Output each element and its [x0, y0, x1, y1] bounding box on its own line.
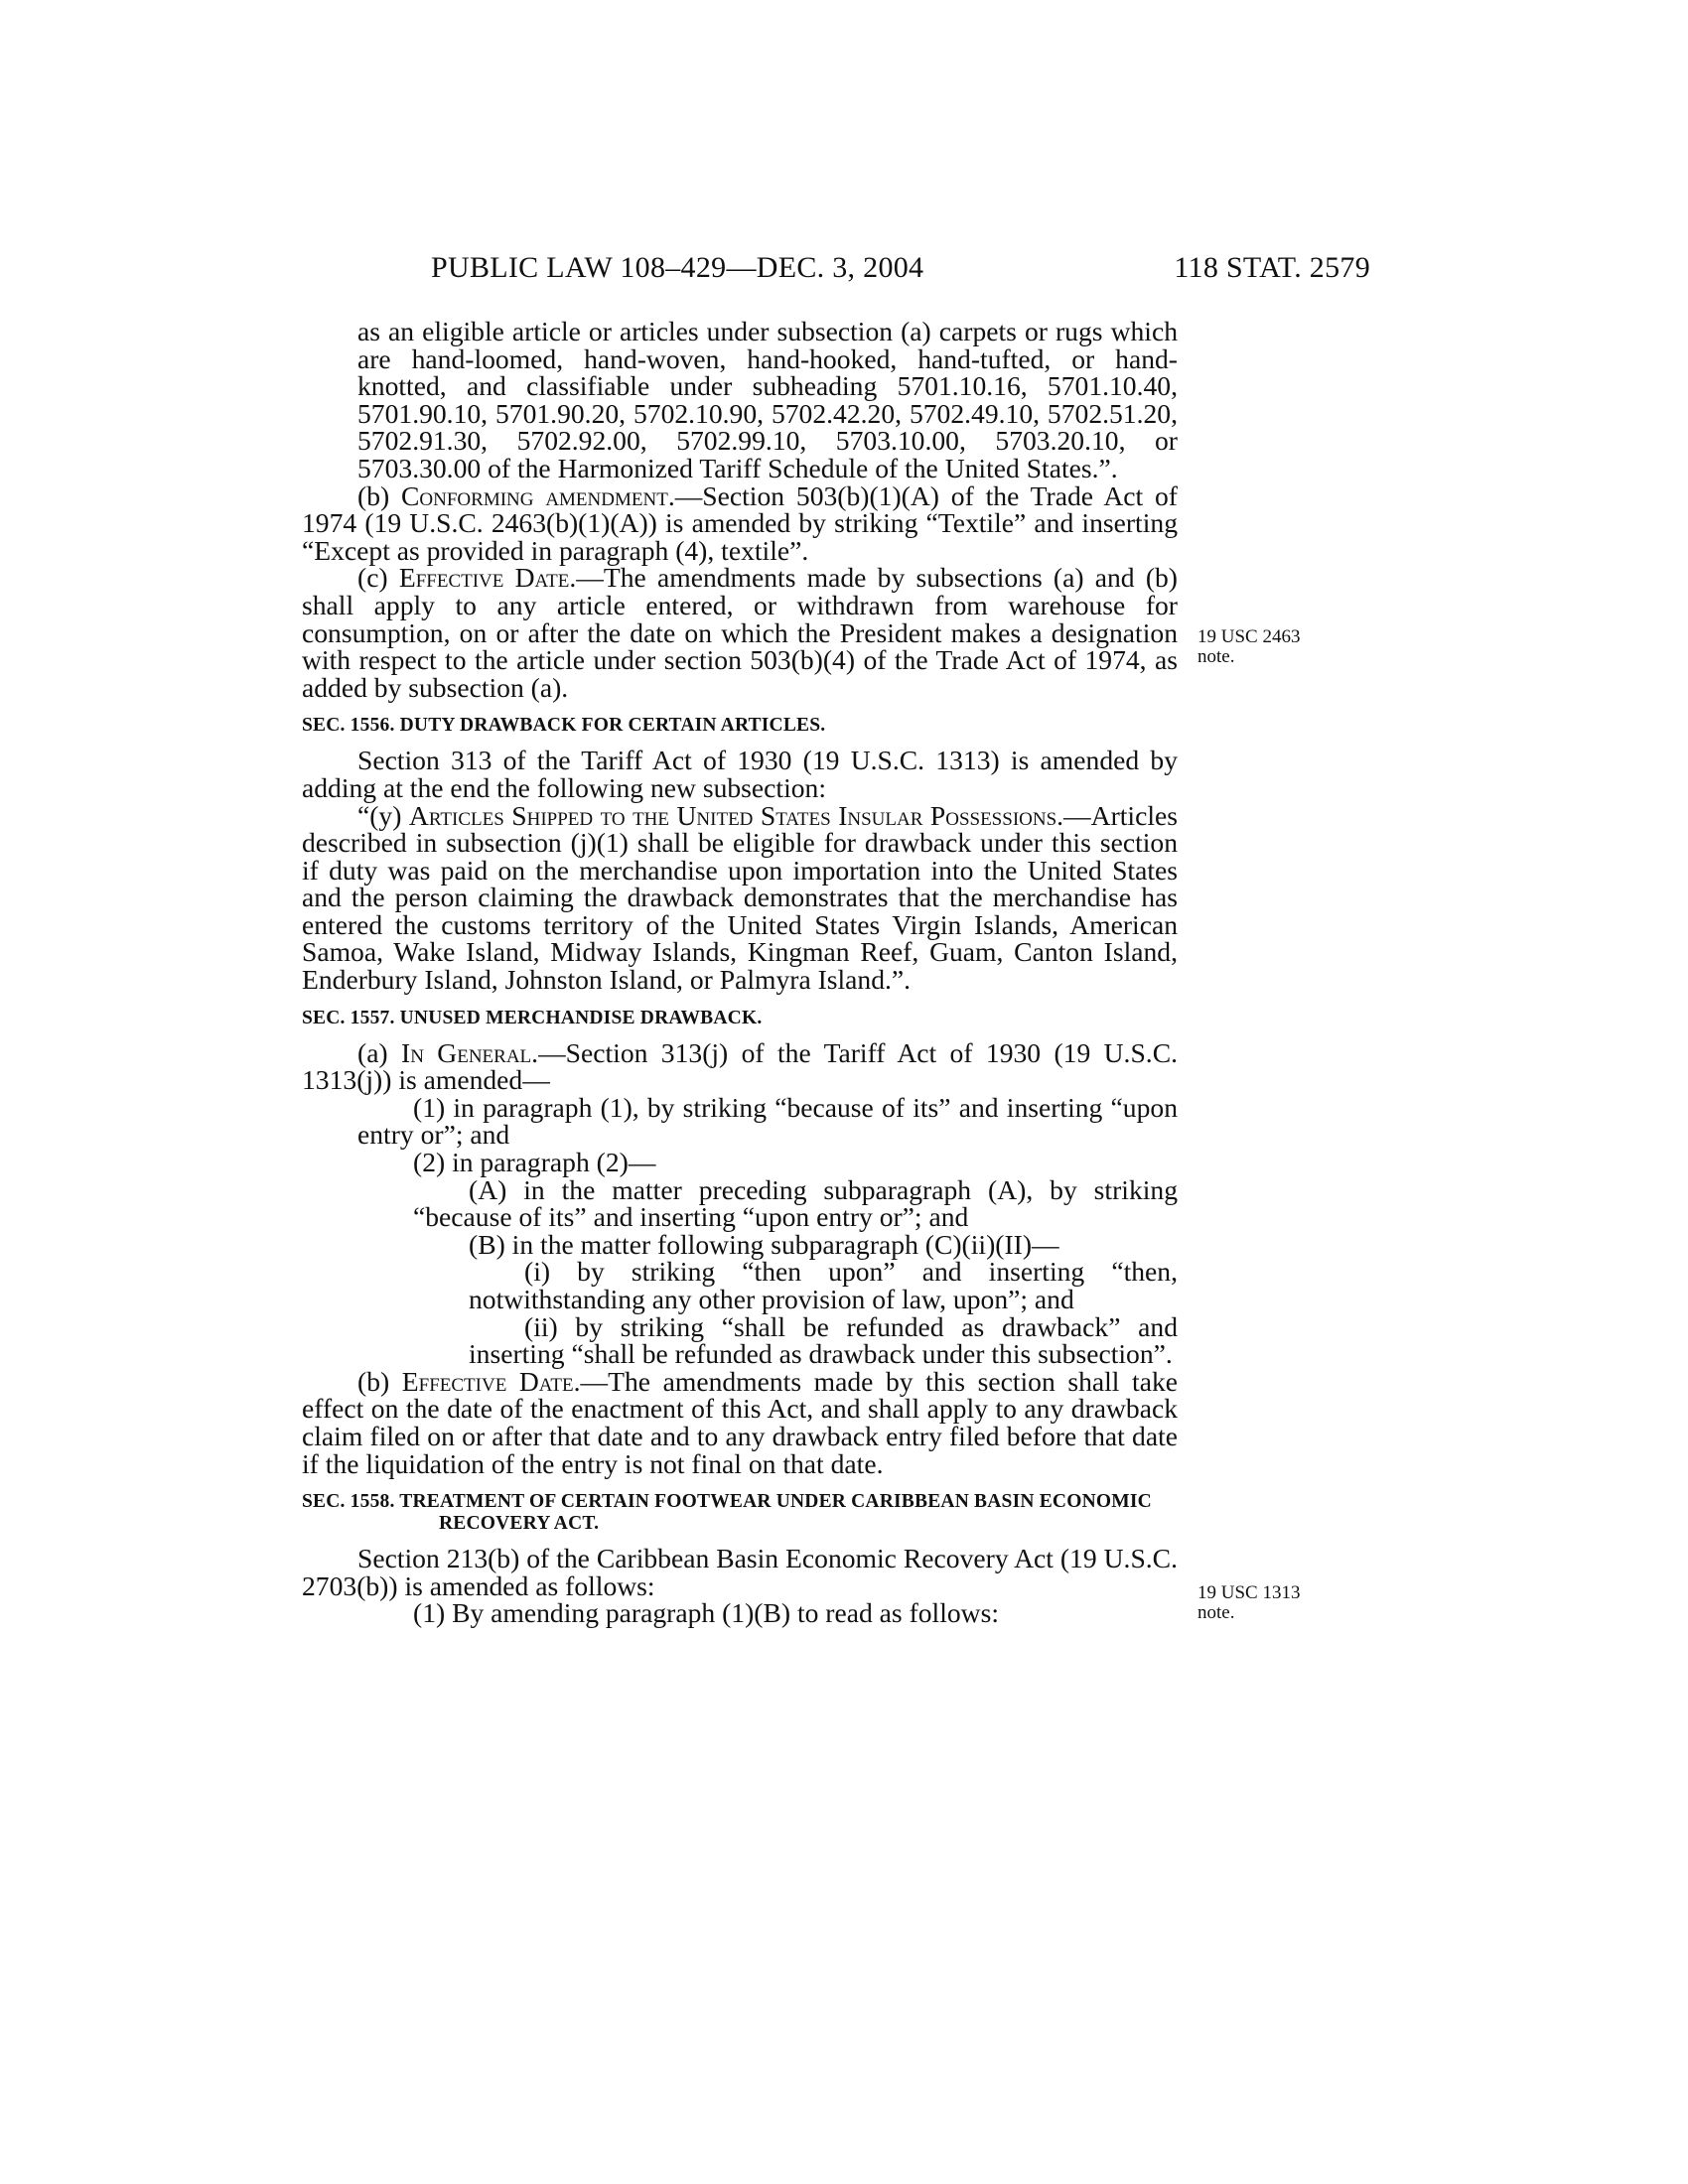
- list-item-2: (2) in paragraph (2)—: [413, 1147, 656, 1178]
- margin-note-label: note.: [1197, 1602, 1235, 1623]
- section-heading-1557: SEC. 1557. UNUSED MERCHANDISE DRAWBACK.: [302, 1007, 763, 1028]
- paragraph-text: .—Section 503(b)(1)(A) of the Trade Act of 1974 (19 U.S.C. 2463(b)(1)(A)) is amended by striking “Textile” and inserting “Except as provided in paragraph (4), textile”.: [302, 479, 1178, 566]
- paragraph-caption: Conforming amendment: [401, 479, 668, 511]
- paragraph-label: (b): [357, 1365, 402, 1397]
- body-text: [302, 318, 1178, 1627]
- paragraph-caption: Effective Date: [401, 1365, 574, 1397]
- list-item-B: (B) in the matter following subparagraph (C)(ii)(II)—: [469, 1228, 1059, 1260]
- section-1558-intro: Section 213(b) of the Caribbean Basin Economic Recovery Act (19 U.S.C. 2703(b)) is amended as follows:: [302, 1543, 1178, 1601]
- section-1558-item-1: (1) By amending paragraph (1)(B) to read as follows:: [413, 1597, 1000, 1629]
- paragraph-label: (c): [357, 562, 399, 594]
- paragraph-text: .—The amendments made by this section shall take effect on the date of the enactment of this Act, and shall apply to any drawback claim filed on or after that date and to any drawback entry filed before that date if the liquidation of the entry is not final on that date.: [302, 1365, 1179, 1479]
- margin-note-1313: [1197, 1583, 1356, 1623]
- paragraph-continuation: as an eligible article or articles under subsection (a) carpets or rugs which are hand-loomed, hand-woven, hand-hooked, hand-tufted, or hand-knotted, and classifiable under subheading 5701.10.16, 5701.10.40, 5701.90.10, 5701.90.20, 5702.10.90, 5702.42.20, 5702.49.10, 5702.51.20, 5702.91.30, 5702.92.00, 5702.99.10, 5703.10.00, 5703.20.10, or 5703.30.00 of the Harmonized Tariff Schedule of the United States.”.: [357, 316, 1178, 483]
- paragraph-label: “(y): [357, 799, 409, 831]
- section-1557-subsection-b: [302, 1365, 1179, 1479]
- list-item-i: (i) by striking “then upon” and inserting “then, notwithstanding any other provision of law, upon”; and: [469, 1256, 1178, 1314]
- running-head-title: PUBLIC LAW 108–429—DEC. 3, 2004: [431, 251, 924, 284]
- list-item-1: (1) in paragraph (1), by striking “because of its” and inserting “upon entry or”; and: [357, 1091, 1178, 1151]
- margin-note-label: note.: [1197, 646, 1235, 667]
- paragraph-text: .—The amendments made by subsections (a) and (b) shall apply to any article entered, or withdrawn from warehouse for consumption, on or after the date on which the President makes a designation with respect to the article under section 503(b)(4) of the Trade Act of 1974, as added by subsection (a).: [302, 562, 1179, 703]
- margin-note-citation: 19 USC 1313: [1197, 1582, 1301, 1603]
- section-1557-subsection-a: [302, 1036, 1179, 1096]
- paragraph-conforming-amendment: [302, 479, 1178, 566]
- section-heading-1558: SEC. 1558. TREATMENT OF CERTAIN FOOTWEAR UNDER CARIBBEAN BASIN ECONOMIC RECOVERY ACT.: [302, 1491, 1152, 1535]
- list-item-ii: (ii) by striking “shall be refunded as drawback” and inserting “shall be refunded as drawback under this subsection”.: [469, 1310, 1178, 1370]
- running-head: [298, 251, 1370, 287]
- paragraph-text: .—Articles described in subsection (j)(1) shall be eligible for drawback under this section if duty was paid on the merchandise upon importation into the United States and the person claiming the drawback demonstrates that the merchandise has entered the customs territory of the United States Virgin Islands, American Samoa, Wake Island, Midway Islands, Kingman Reef, Guam, Canton Island, Enderbury Island, Johnston Island, or Palmyra Island.”.: [302, 799, 1178, 996]
- page-stat-number: 118 STAT. 2579: [1174, 251, 1370, 284]
- paragraph-caption: Articles Shipped to the United States Insular Possessions: [408, 799, 1057, 831]
- margin-note-2463: [1197, 627, 1356, 667]
- paragraph-caption: Effective Date: [398, 562, 570, 594]
- paragraph-text: .—Section 313(j) of the Tariff Act of 1930 (19 U.S.C. 1313(j)) is amended—: [302, 1036, 1179, 1096]
- paragraph-label: (a): [357, 1036, 402, 1068]
- margin-note-citation: 19 USC 2463: [1197, 626, 1301, 647]
- paragraph-label: (b): [357, 479, 402, 511]
- paragraph-caption: In General: [401, 1036, 532, 1068]
- paragraph-effective-date: [302, 564, 1178, 701]
- section-1556-intro: Section 313 of the Tariff Act of 1930 (19 U.S.C. 1313) is amended by adding at the end the following new subsection:: [302, 745, 1178, 803]
- list-item-A: (A) in the matter preceding subparagraph (A), by striking “because of its” and inserting “upon entry or”; and: [413, 1173, 1178, 1233]
- section-heading-1556: SEC. 1556. DUTY DRAWBACK FOR CERTAIN ARTICLES.: [302, 715, 826, 737]
- section-1556-subsection-y: [302, 799, 1178, 996]
